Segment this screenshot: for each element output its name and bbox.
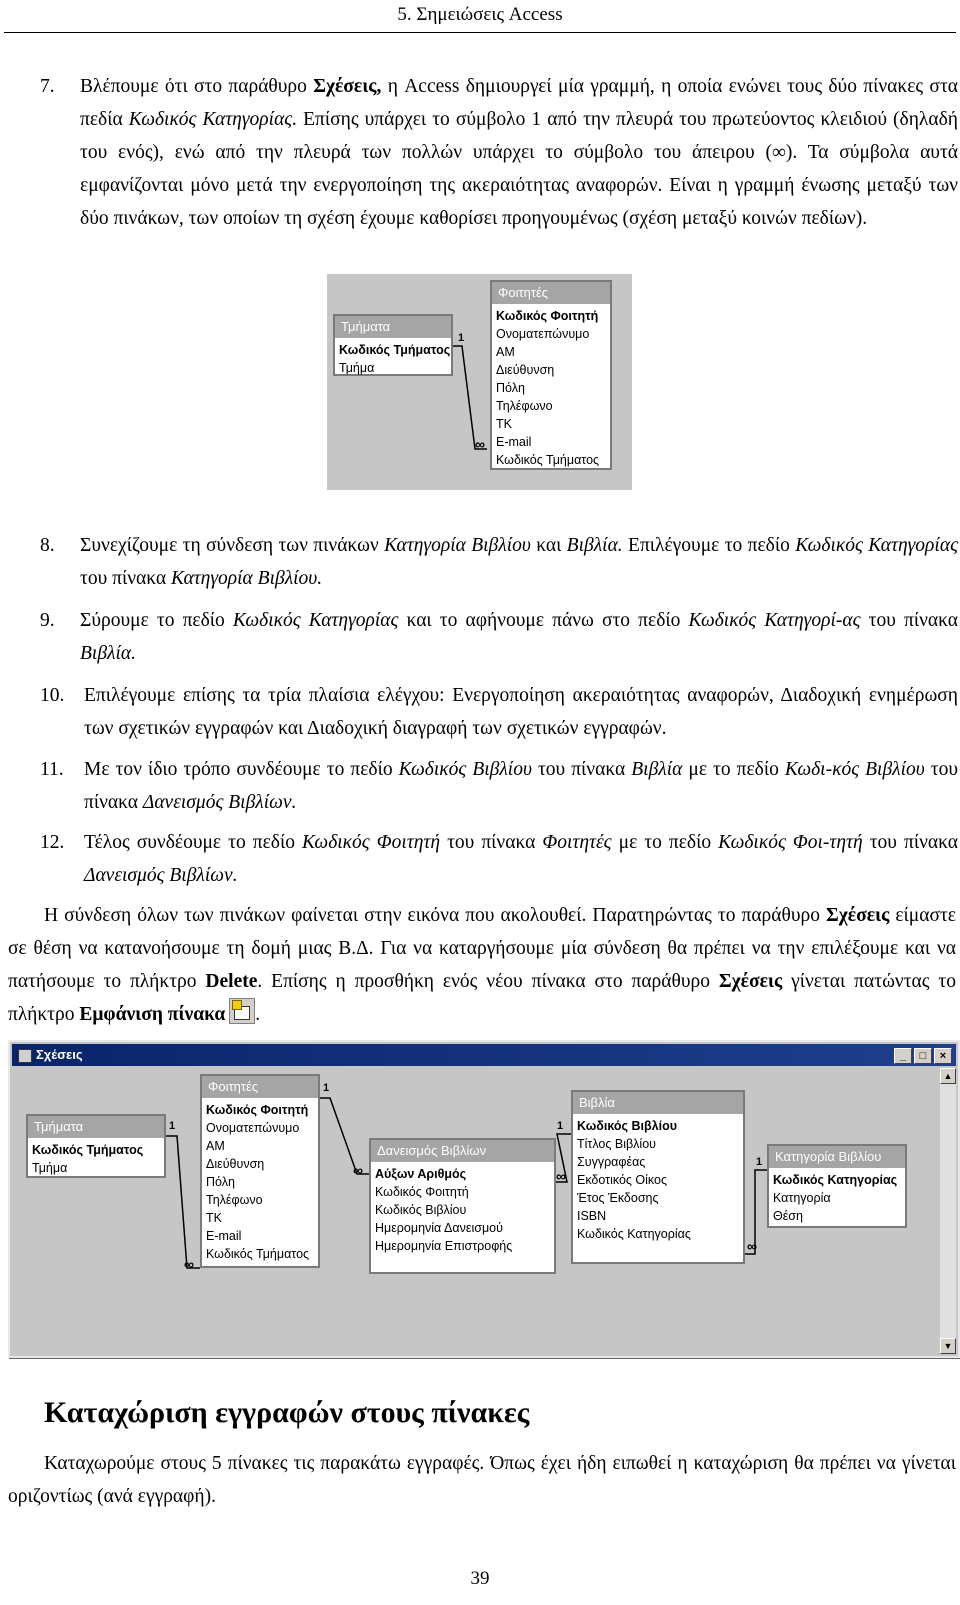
one-label: 1 — [458, 332, 465, 344]
item-number: 10. — [40, 685, 65, 706]
field: ΤΚ — [206, 1211, 222, 1225]
page-number: 39 — [470, 1568, 490, 1589]
field: Κατηγορία — [773, 1191, 831, 1205]
header-rule — [4, 32, 956, 33]
field-primary-key: Κωδικός Φοιτητή — [206, 1103, 309, 1117]
field: Διεύθυνση — [206, 1157, 265, 1171]
field-primary-key: Κωδικός Κατηγορίας — [773, 1173, 898, 1187]
field: Συγγραφέας — [577, 1155, 646, 1169]
field-primary-key: Αύξων Αριθμός — [375, 1167, 467, 1181]
one-label: 1 — [557, 1120, 564, 1132]
table-box-katigoria[interactable] — [767, 1144, 907, 1228]
maximize-button[interactable]: □ — [914, 1048, 932, 1064]
window-title: Σχέσεις — [36, 1047, 83, 1062]
field-primary-key: Κωδικός Τμήματος — [32, 1143, 144, 1157]
field: Ημερομηνία Δανεισμού — [375, 1221, 503, 1235]
field-list — [492, 304, 610, 469]
many-label: ∞ — [556, 1168, 566, 1184]
scroll-down-icon[interactable]: ▼ — [940, 1338, 956, 1354]
list-item-7 — [40, 70, 958, 270]
field: Πόλη — [496, 381, 525, 395]
window-titlebar[interactable] — [12, 1044, 956, 1066]
scroll-up-icon[interactable]: ▲ — [940, 1068, 956, 1084]
field: Εκδοτικός Οίκος — [577, 1173, 668, 1187]
item-text: Επιλέγουμε επίσης τα τρία πλαίσια ελέγχου: Ενεργοποίηση ακεραιότητας αναφορών, Διαδοχική ενημέρωση των σχετικών εγγραφών και Διαδοχική διαγραφή των σχετικών εγγραφών. — [84, 685, 958, 739]
field: ΑΜ — [206, 1139, 225, 1153]
field-list — [573, 1114, 743, 1243]
field-list — [769, 1168, 905, 1225]
relationship-figure-small — [327, 274, 632, 490]
field-primary-key: Κωδικός Φοιτητή — [496, 309, 599, 323]
field: Πόλη — [206, 1175, 235, 1189]
table-box-tmimata[interactable] — [26, 1114, 166, 1178]
minimize-button[interactable]: _ — [894, 1048, 912, 1064]
field: ΤΚ — [496, 417, 512, 431]
item-text: Συνεχίζουμε τη σύνδεση των πινάκων Κατηγορία Βιβλίου και Βιβλία. Επιλέγουμε το πεδίο Κωδικός Κατηγορίας του πίνακα Κατηγορία Βιβλίου. — [80, 535, 958, 589]
item-text: Τέλος συνδέουμε το πεδίο Κωδικός Φοιτητή του πίνακα Φοιτητές με το πεδίο Κωδικός Φοι-τητή του πίνακα Δανεισμός Βιβλίων. — [84, 832, 958, 886]
table-box-foitites[interactable] — [200, 1074, 320, 1268]
field: ΑΜ — [496, 345, 515, 359]
field: Τίτλος Βιβλίου — [577, 1137, 656, 1151]
field: Κωδικός Βιβλίου — [375, 1203, 467, 1217]
item-text: Με τον ίδιο τρόπο συνδέουμε το πεδίο Κωδικός Βιβλίου του πίνακα Βιβλία με το πεδίο Κωδι-κός Βιβλίου του πίνακα Δανεισμός Βιβλίων. — [84, 759, 958, 813]
field: Ημερομηνία Επιστροφής — [375, 1239, 513, 1253]
item-number: 7. — [40, 76, 55, 97]
field: E-mail — [496, 435, 532, 449]
field: E-mail — [206, 1229, 242, 1243]
table-title: Κατηγορία Βιβλίου — [769, 1146, 905, 1168]
table-title: Τμήματα — [28, 1116, 164, 1138]
item-text: Σύρουμε το πεδίο Κωδικός Κατηγορίας και το αφήνουμε πάνω στο πεδίο Κωδικός Κατηγορί-ας του πίνακα Βιβλία. — [80, 610, 958, 664]
item-number: 9. — [40, 610, 55, 631]
field: Κωδικός Τμήματος — [206, 1247, 310, 1261]
body-paragraph: Η σύνδεση όλων των πινάκων φαίνεται στην εικόνα που ακολουθεί. Παρατηρώντας το παράθυρο Σχέσεις είμαστε σε θέση να κατανοήσουμε τη δομή μιας Β.Δ. Για να καταργήσουμε μία σύνδεση θα πρέπει να την επιλέξουμε και να πατήσουμε το πλήκτρο Delete. Επίσης η προσθήκη ενός νέου πίνακα στο παράθυρο Σχέσεις γίνεται πατώντας το πλήκτρο Εμφάνιση πίνακα . — [8, 905, 956, 1025]
show-table-icon — [229, 998, 255, 1024]
field-list — [202, 1098, 318, 1263]
list-item-12 — [40, 826, 958, 892]
table-title: Βιβλία — [573, 1092, 743, 1114]
item-number: 11. — [40, 759, 64, 780]
field-primary-key: Κωδικός Βιβλίου — [577, 1119, 677, 1133]
section-heading: Καταχώριση εγγραφών στους πίνακες — [44, 1396, 530, 1429]
many-label: ∞ — [353, 1162, 363, 1178]
one-label: 1 — [323, 1082, 330, 1094]
close-button[interactable]: × — [934, 1048, 952, 1064]
table-title: Δανεισμός Βιβλίων — [371, 1140, 554, 1162]
item-text: Βλέπουμε ότι στο παράθυρο Σχέσεις, η Access δημιουργεί μία γραμμή, η οποία ενώνει τους δύο πίνακες στα πεδία Κωδικός Κατηγορίας. Επίσης υπάρχει το σύμβολο 1 από την πλευρά του πρωτεύοντος κλειδιού (δηλαδή του ενός), ενώ από την πλευρά των πολλών υπάρχει το σύμβολο του άπειρου (∞). Τα σύμβολα αυτά εμφανίζονται μόνο μετά την ενεργοποίηση της ακεραιότητας αναφορών. Είναι η γραμμή ένωσης μεταξύ των δύο πινάκων, των οποίων τη σχέση έχουμε καθορίσει προηγουμένως (σχέση μεταξύ κοινών πεδίων). — [80, 76, 958, 229]
item-number: 8. — [40, 535, 55, 556]
field-primary-key: Κωδικός Τμήματος — [339, 343, 451, 357]
table-box-tmimata[interactable] — [333, 314, 453, 376]
relationships-canvas[interactable] — [12, 1068, 938, 1354]
table-box-daneismos[interactable] — [369, 1138, 556, 1274]
table-title: Φοιτητές — [492, 282, 610, 304]
running-header: 5. Σημειώσεις Access — [397, 4, 563, 25]
relationships-window[interactable] — [8, 1040, 960, 1358]
field: ISBN — [577, 1209, 607, 1223]
field: Έτος Έκδοσης — [577, 1191, 659, 1205]
field-list — [371, 1162, 554, 1255]
list-item-8 — [40, 529, 958, 595]
many-label: ∞ — [475, 436, 485, 452]
window-app-icon — [18, 1049, 32, 1063]
table-box-foitites[interactable] — [490, 280, 612, 470]
body-paragraph: Καταχωρούμε στους 5 πίνακες τις παρακάτω εγγραφές. Όπως έχει ήδη ειπωθεί η καταχώριση θα πρέπει να γίνεται οριζοντίως (ανά εγγραφή). — [8, 1453, 956, 1507]
field-list — [28, 1138, 164, 1177]
list-item-10 — [40, 679, 958, 745]
item-number: 12. — [40, 832, 65, 853]
field: Διεύθυνση — [496, 363, 555, 377]
field: Τμήμα — [339, 361, 375, 375]
many-label: ∞ — [747, 1238, 757, 1254]
vertical-scrollbar[interactable] — [940, 1068, 956, 1354]
table-title: Τμήματα — [335, 316, 451, 338]
field: Τηλέφωνο — [496, 399, 553, 413]
field: Κωδικός Τμήματος — [496, 453, 600, 467]
field: Τηλέφωνο — [206, 1193, 263, 1207]
list-item-11 — [40, 753, 958, 819]
table-title: Φοιτητές — [202, 1076, 318, 1098]
field: Ονοματεπώνυμο — [496, 327, 590, 341]
field: Ονοματεπώνυμο — [206, 1121, 300, 1135]
one-label: 1 — [756, 1156, 763, 1168]
field-list — [335, 338, 451, 377]
list-item-9 — [40, 604, 958, 670]
field: Θέση — [773, 1209, 803, 1223]
many-label: ∞ — [184, 1256, 194, 1272]
field: Τμήμα — [32, 1161, 68, 1175]
one-label: 1 — [169, 1120, 176, 1132]
field: Κωδικός Κατηγορίας — [577, 1227, 691, 1241]
table-box-vivlia[interactable] — [571, 1090, 745, 1264]
field: Κωδικός Φοιτητή — [375, 1185, 469, 1199]
